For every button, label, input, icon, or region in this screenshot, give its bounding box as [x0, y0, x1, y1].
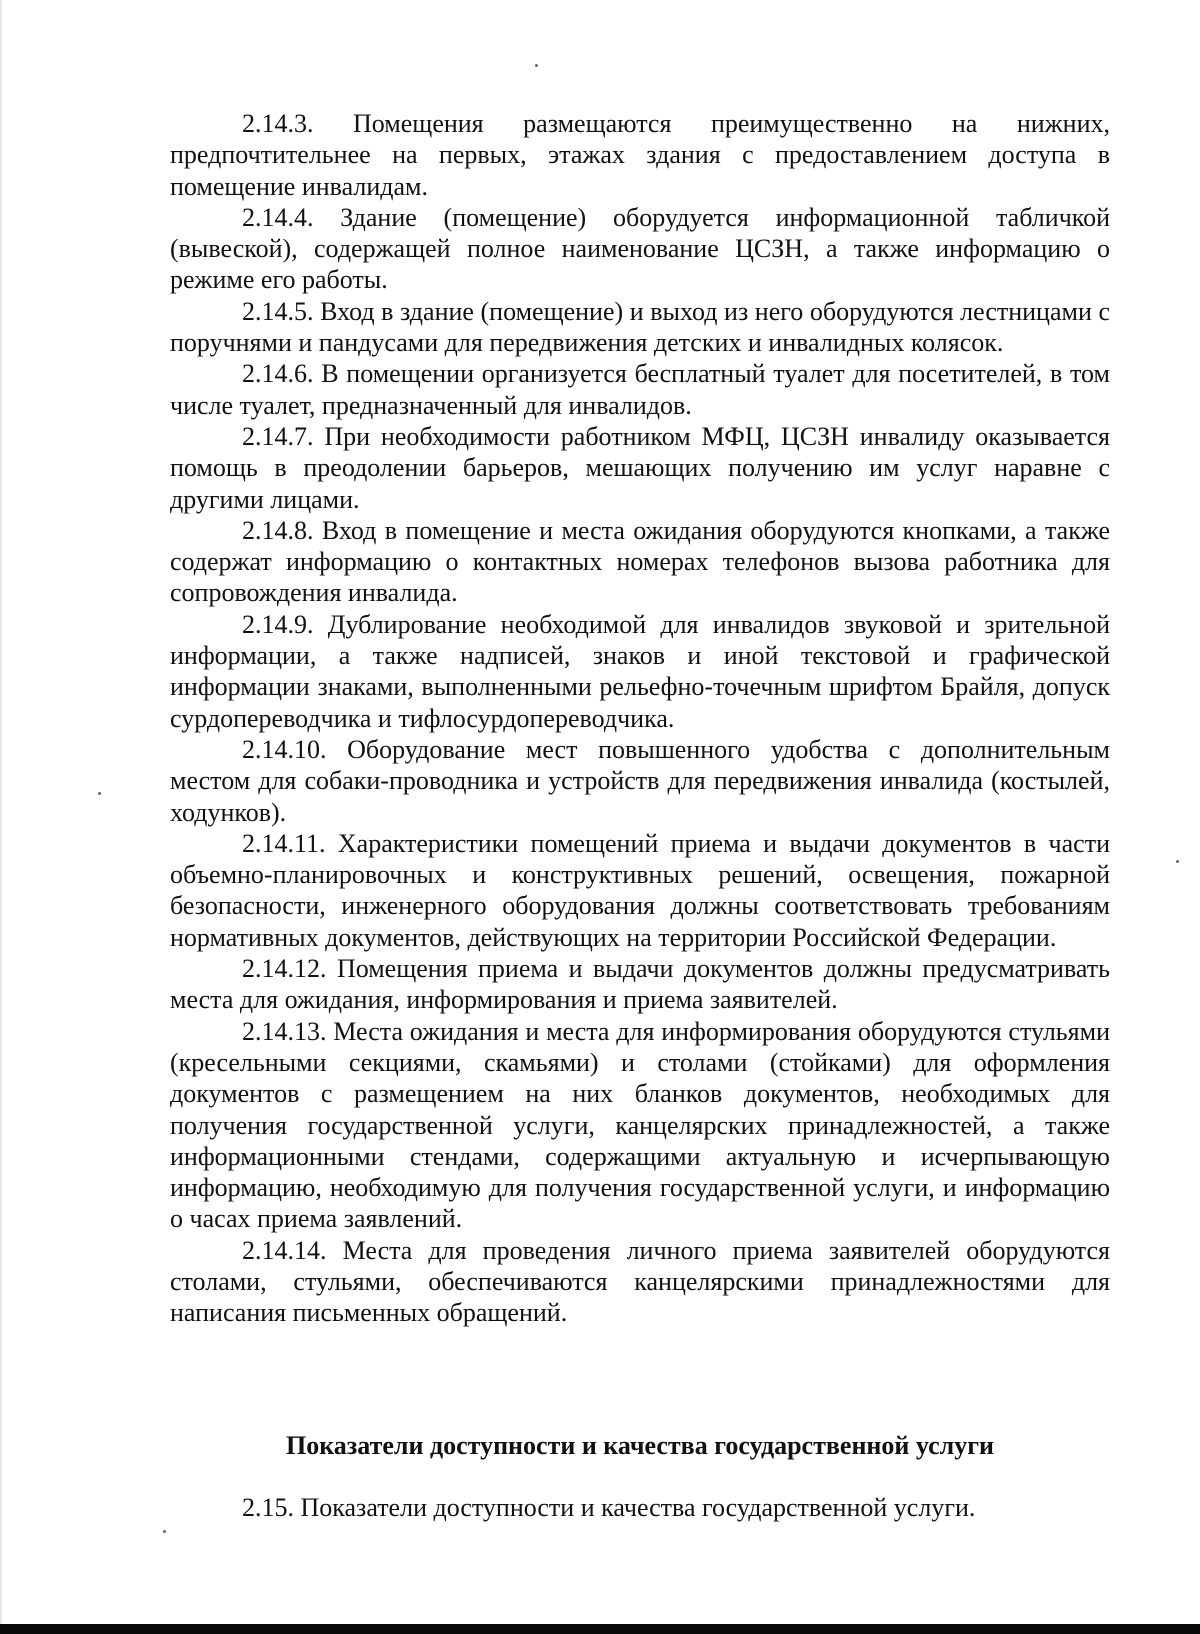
scan-speck	[535, 64, 538, 67]
scan-edge	[0, 0, 2, 1634]
paragraph-2-14-3: 2.14.3. Помещения размещаются преимущественно на нижних, предпочтительнее на первых, этажах здания с предоставлением доступа в помещение инвалидам.	[170, 109, 1110, 201]
paragraph-2-14-13: 2.14.13. Места ожидания и места для информирования оборудуются стульями (кресельными секциями, скамьями) и столами (стойками) для оформления документов с размещением на них бланков документов, необходимых для получения государственной услуги, канцелярских принадлежностей, а также информационными стендами, содержащими актуальную и исчерпывающую информацию, необходимую для получения государственной услуги, и информацию о часах приема заявлений.	[170, 1016, 1110, 1234]
section-heading: Показатели доступности и качества государственной услуги	[285, 1431, 995, 1460]
paragraph-2-14-6: 2.14.6. В помещении организуется бесплатный туалет для посетителей, в том числе туалет, предназначенный для инвалидов.	[170, 359, 1110, 420]
paragraph-2-14-9: 2.14.9. Дублирование необходимой для инвалидов звуковой и зрительной информации, а также надписей, знаков и иной текстовой и графической информации знаками, выполненными рельефно-точечным шрифтом Брайля, допуск сурдопереводчика и тифлосурдопереводчика.	[170, 609, 1110, 733]
scan-speck	[163, 1530, 166, 1533]
paragraph-2-14-5: 2.14.5. Вход в здание (помещение) и выход из него оборудуются лестницами с поручнями и пандусами для передвижения детских и инвалидных колясок.	[170, 296, 1110, 358]
paragraph-2-15: 2.15. Показатели доступности и качества государственной услуги.	[242, 1493, 976, 1522]
paragraph-2-14-10: 2.14.10. Оборудование мест повышенного удобства с дополнительным местом для собаки-проводника и устройств для передвижения инвалида (костылей, ходунков).	[170, 734, 1110, 827]
body-text	[170, 108, 1110, 1329]
paragraph-2-14-11: 2.14.11. Характеристики помещений приема и выдачи документов в части объемно-планировочных и конструктивных решений, освещения, пожарной безопасности, инженерного оборудования должны соответствовать требованиям нормативных документов, действующих на территории Российской Федерации.	[170, 828, 1110, 952]
scan-speck	[98, 792, 101, 795]
paragraph-2-14-7: 2.14.7. При необходимости работником МФЦ, ЦСЗН инвалиду оказывается помощь в преодолении барьеров, мешающих получению им услуг наравне с другими лицами.	[170, 421, 1110, 514]
paragraph-2-14-12: 2.14.12. Помещения приема и выдачи документов должны предусматривать места для ожидания, информирования и приема заявителей.	[170, 954, 1110, 1015]
paragraph-2-14-14: 2.14.14. Места для проведения личного приема заявителей оборудуются столами, стульями, обеспечиваются канцелярскими принадлежностями для написания письменных обращений.	[170, 1235, 1110, 1328]
scan-bottom-edge	[0, 1624, 1200, 1634]
scan-speck	[1176, 860, 1179, 863]
paragraph-2-14-8: 2.14.8. Вход в помещение и места ожидания оборудуются кнопками, а также содержат информацию о контактных номерах телефонов вызова работника для сопровождения инвалида.	[170, 515, 1110, 608]
paragraph-2-14-4: 2.14.4. Здание (помещение) оборудуется информационной табличкой (вывеской), содержащей полное наименование ЦСЗН, а также информацию о режиме его работы.	[170, 202, 1110, 295]
